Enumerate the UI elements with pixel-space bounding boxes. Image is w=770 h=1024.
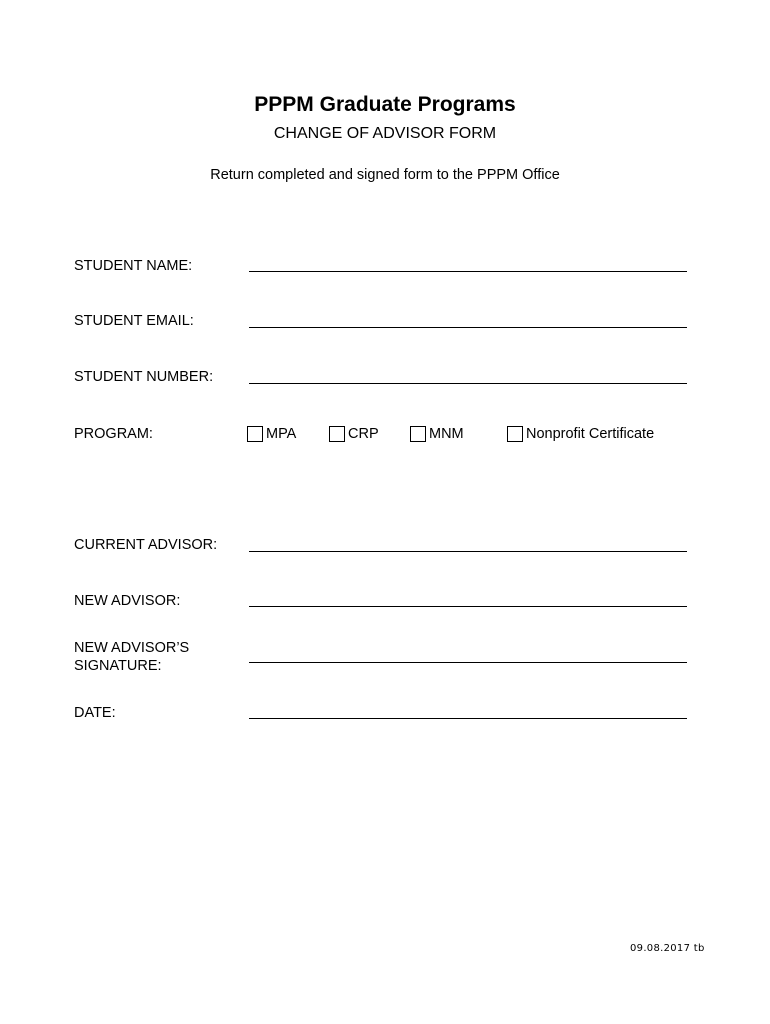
student-number-field[interactable] (249, 383, 687, 384)
mpa-label: MPA (266, 426, 297, 442)
page-title: PPPM Graduate Programs (254, 93, 516, 116)
program-option-crp[interactable] (329, 424, 379, 444)
program-option-mnm[interactable] (410, 424, 464, 444)
new-advisor-signature-field[interactable] (249, 662, 687, 663)
date-label: DATE: (74, 705, 116, 721)
new-advisor-label: NEW ADVISOR: (74, 593, 181, 609)
nonprofit-certificate-checkbox[interactable] (507, 426, 523, 442)
student-name-field[interactable] (249, 271, 687, 272)
program-label: PROGRAM: (74, 426, 153, 442)
revision-footer: 09.08.2017 tb (630, 943, 705, 954)
program-option-nonprofit-certificate[interactable] (507, 424, 654, 444)
student-email-label: STUDENT EMAIL: (74, 313, 194, 329)
program-option-mpa[interactable] (247, 424, 296, 444)
student-email-field[interactable] (249, 327, 687, 328)
form-subtitle: CHANGE OF ADVISOR FORM (273, 125, 497, 142)
new-advisor-signature-label (74, 639, 244, 675)
student-number-label: STUDENT NUMBER: (74, 369, 214, 385)
new-advisor-field[interactable] (249, 606, 687, 607)
mnm-label: MNM (429, 426, 464, 442)
mnm-checkbox[interactable] (410, 426, 426, 442)
student-name-label: STUDENT NAME: (74, 258, 193, 274)
current-advisor-label: CURRENT ADVISOR: (74, 537, 218, 553)
current-advisor-field[interactable] (249, 551, 687, 552)
crp-checkbox[interactable] (329, 426, 345, 442)
new-advisor-signature-label-line1: NEW ADVISOR’S (74, 640, 190, 656)
form-instruction: Return completed and signed form to the PPPM Office (210, 167, 560, 183)
nonprofit-certificate-label: Nonprofit Certificate (526, 426, 655, 442)
new-advisor-signature-label-line2: SIGNATURE: (74, 658, 162, 674)
mpa-checkbox[interactable] (247, 426, 263, 442)
crp-label: CRP (348, 426, 379, 442)
date-field[interactable] (249, 718, 687, 719)
